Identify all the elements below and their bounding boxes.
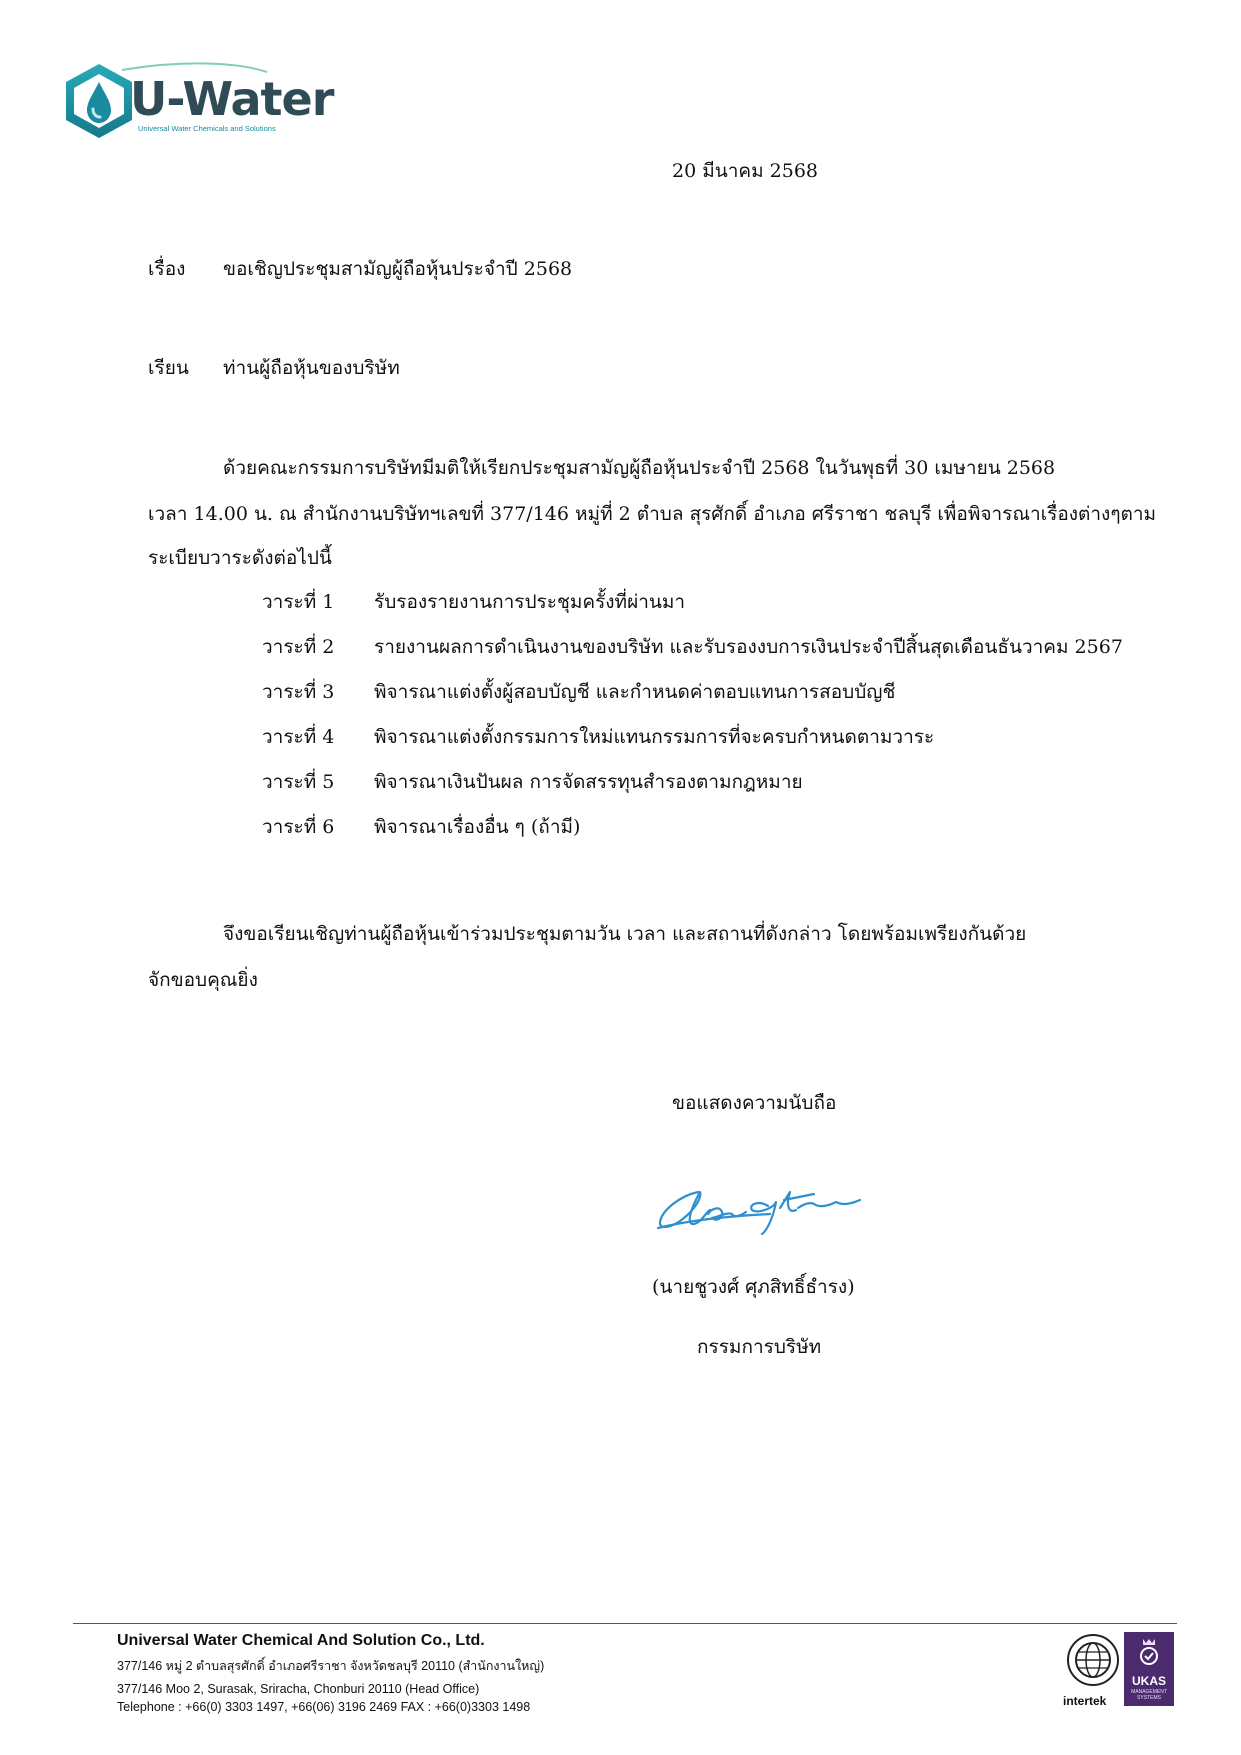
agenda-item: พิจารณาแต่งตั้งผู้สอบบัญชี และกำหนดค่าตอบแทนการสอบบัญชี bbox=[374, 681, 896, 703]
agenda-number: วาระที่ 4 bbox=[262, 726, 335, 748]
footer-phone-fax: Telephone : +66(0) 3303 1497, +66(06) 3196 2469 FAX : +66(0)3303 1498 bbox=[117, 1700, 531, 1714]
signatory-name: (นายชูวงศ์ ศุภสิทธิ์ธำรง) bbox=[652, 1276, 855, 1298]
signatory-position: กรรมการบริษัท bbox=[697, 1336, 822, 1358]
logo-tagline: Universal Water Chemicals and Solutions bbox=[138, 124, 276, 133]
agenda-number: วาระที่ 2 bbox=[262, 636, 335, 658]
agenda-item: พิจารณาแต่งตั้งกรรมการใหม่แทนกรรมการที่จะครบกำหนดตามวาระ bbox=[374, 726, 935, 748]
globe-certification-icon bbox=[1064, 1632, 1122, 1702]
agenda-number: วาระที่ 5 bbox=[262, 771, 335, 793]
footer-company-name: Universal Water Chemical And Solution Co., Ltd. bbox=[117, 1632, 485, 1649]
agenda-item: รับรองรายงานการประชุมครั้งที่ผ่านมา bbox=[374, 591, 686, 613]
recipient-label: เรียน bbox=[148, 357, 189, 379]
letter-date: 20 มีนาคม 2568 bbox=[672, 160, 819, 182]
ukas-label: UKAS bbox=[1131, 1674, 1166, 1688]
ukas-subtitle: MANAGEMENT SYSTEMS bbox=[1131, 1689, 1167, 1701]
agenda-item: พิจารณาเงินปันผล การจัดสรรทุนสำรองตามกฎหมาย bbox=[374, 771, 803, 793]
agenda-number: วาระที่ 1 bbox=[262, 591, 335, 613]
footer-divider bbox=[73, 1623, 1177, 1624]
closing-line-2: จักขอบคุณยิ่ง bbox=[148, 969, 258, 991]
subject-label: เรื่อง bbox=[148, 258, 186, 280]
check-icon bbox=[1134, 1636, 1164, 1666]
body-line-1: ด้วยคณะกรรมการบริษัทมีมติให้เรียกประชุมสามัญผู้ถือหุ้นประจำปี 2568 ในวันพุธที่ 30 เมษายน 2568 bbox=[223, 457, 1056, 479]
footer-address-english: 377/146 Moo 2, Surasak, Sriracha, Chonburi 20110 (Head Office) bbox=[117, 1682, 480, 1696]
body-line-3: ระเบียบวาระดังต่อไปนี้ bbox=[148, 547, 332, 569]
logo-wordmark: U-Water bbox=[130, 72, 334, 126]
agenda-number: วาระที่ 6 bbox=[262, 816, 335, 838]
recipient-text: ท่านผู้ถือหุ้นของบริษัท bbox=[223, 357, 400, 379]
agenda-item: รายงานผลการดำเนินงานของบริษัท และรับรองงบการเงินประจำปีสิ้นสุดเดือนธันวาคม 2567 bbox=[374, 636, 1123, 658]
regards-text: ขอแสดงความนับถือ bbox=[672, 1092, 837, 1114]
agenda-item: พิจารณาเรื่องอื่น ๆ (ถ้ามี) bbox=[374, 816, 581, 838]
intertek-label: intertek bbox=[1063, 1694, 1107, 1708]
subject-text: ขอเชิญประชุมสามัญผู้ถือหุ้นประจำปี 2568 bbox=[223, 258, 573, 280]
agenda-number: วาระที่ 3 bbox=[262, 681, 335, 703]
footer-address-thai: 377/146 หมู่ 2 ตำบลสุรศักดิ์ อำเภอศรีราชา จังหวัดชลบุรี 20110 (สำนักงานใหญ่) bbox=[117, 1659, 545, 1673]
signature-icon bbox=[650, 1170, 880, 1240]
body-line-2: เวลา 14.00 น. ณ สำนักงานบริษัทฯเลขที่ 377/146 หมู่ที่ 2 ตำบล สุรศักดิ์ อำเภอ ศรีราชา ชลบุรี เพื่อพิจารณาเรื่องต่างๆตาม bbox=[148, 503, 1157, 525]
closing-line-1: จึงขอเรียนเชิญท่านผู้ถือหุ้นเข้าร่วมประชุมตามวัน เวลา และสถานที่ดังกล่าว โดยพร้อมเพรียงกันด้วย bbox=[223, 923, 1027, 945]
